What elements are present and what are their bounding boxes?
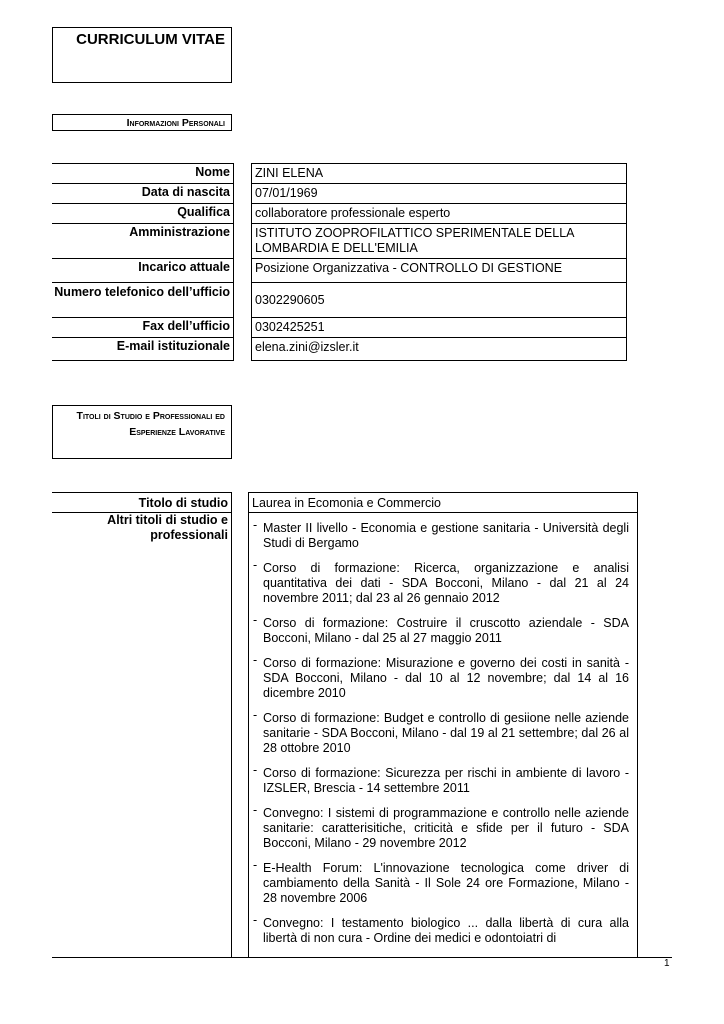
table-row <box>52 223 627 258</box>
item-text: Convegno: I testamento biologico ... dalla libertà di cura alla libertà di non cura - Ordine dei medici e odontoiatri di <box>263 916 629 945</box>
page-number: 1 <box>664 958 670 969</box>
item-text: Corso di formazione: Sicurezza per rischi in ambiente di lavoro - IZSLER, Brescia - 14 settembre 2011 <box>263 766 629 795</box>
row-value: 07/01/1969 <box>251 183 627 203</box>
item-text: Corso di formazione: Ricerca, organizzazione e analisi quantitativa dei dati - SDA Bocconi, Milano - dal 21 al 24 novembre 2011; dal 23 al 26 gennaio 2012 <box>263 561 629 605</box>
list-item <box>253 763 629 796</box>
list-item <box>253 708 629 756</box>
section-heading-education: Titoli di Studio e Professionali ed Esperienze Lavorative <box>52 405 232 459</box>
table-row <box>52 317 627 337</box>
list-item <box>253 858 629 906</box>
list-item <box>253 613 629 646</box>
table-row <box>52 183 627 203</box>
table-row <box>52 282 627 317</box>
row-value: 0302425251 <box>251 317 627 337</box>
personal-info-table <box>52 163 627 361</box>
other-titles-label: Altri titoli di studio e professionali <box>52 513 232 957</box>
row-value: ISTITUTO ZOOPROFILATTICO SPERIMENTALE DELLA LOMBARDIA E DELL'EMILIA <box>251 223 627 258</box>
dash-marker: - <box>253 653 258 667</box>
item-text: Corso di formazione: Costruire il cruscotto aziendale - SDA Bocconi, Milano - dal 25 al 27 maggio 2011 <box>263 616 629 645</box>
degree-value: Laurea in Ecomonia e Commercio <box>248 492 638 513</box>
row-label: Data di nascita <box>52 183 234 203</box>
row-value: ZINI ELENA <box>251 163 627 183</box>
row-label: Nome <box>52 163 234 183</box>
dash-marker: - <box>253 558 258 572</box>
row-label: Numero telefonico dell’ufficio <box>52 282 234 317</box>
dash-marker: - <box>253 858 258 872</box>
dash-marker: - <box>253 913 258 927</box>
row-label: Amministrazione <box>52 223 234 258</box>
degree-label: Titolo di studio <box>52 492 232 513</box>
dash-marker: - <box>253 613 258 627</box>
row-label: Fax dell’ufficio <box>52 317 234 337</box>
item-text: E-Health Forum: L'innovazione tecnologica come driver di cambiamento della Sanità - Il Sole 24 ore Formazione, Milano - 28 novembre 2006 <box>263 861 629 905</box>
list-item <box>253 558 629 606</box>
section-heading-personal: Informazioni Personali <box>52 114 232 131</box>
row-label: E-mail istituzionale <box>52 337 234 361</box>
list-item <box>253 518 629 551</box>
item-text: Corso di formazione: Budget e controllo di gesiione nelle aziende sanitarie - SDA Bocconi, Milano - dal 19 al 21 settembre; dal 26 al 28 ottobre 2010 <box>263 711 629 755</box>
footer-divider <box>52 957 672 958</box>
document-title: CURRICULUM VITAE <box>52 27 232 83</box>
dash-marker: - <box>253 708 258 722</box>
table-row <box>52 337 627 361</box>
item-text: Corso di formazione: Misurazione e governo dei costi in sanità - SDA Bocconi, Milano - dal 10 al 12 novembre; dal 14 al 16 dicembre 2010 <box>263 656 629 700</box>
dash-marker: - <box>253 518 258 532</box>
row-value: Posizione Organizzativa - CONTROLLO DI GESTIONE <box>251 258 627 282</box>
row-value: elena.zini@izsler.it <box>251 337 627 361</box>
item-text: Master II livello - Economia e gestione sanitaria - Università degli Studi di Bergamo <box>263 521 629 550</box>
list-item <box>253 803 629 851</box>
list-item <box>253 913 629 946</box>
table-row <box>52 163 627 183</box>
table-row <box>52 258 627 282</box>
row-value: collaboratore professionale esperto <box>251 203 627 223</box>
row-value: 0302290605 <box>251 282 627 317</box>
row-label: Qualifica <box>52 203 234 223</box>
dash-marker: - <box>253 803 258 817</box>
item-text: Convegno: I sistemi di programmazione e controllo nelle aziende sanitarie: caratterisitiche, criticità e sfide per il futuro - SDA Bocconi, Milano - 29 novembre 2012 <box>263 806 629 850</box>
list-item <box>253 653 629 701</box>
dash-marker: - <box>253 763 258 777</box>
other-titles-list <box>248 513 638 957</box>
row-label: Incarico attuale <box>52 258 234 282</box>
table-row <box>52 203 627 223</box>
